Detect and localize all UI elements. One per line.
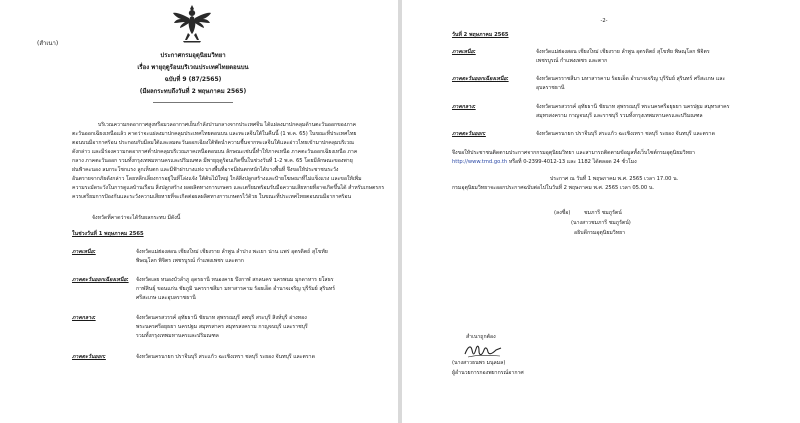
tmd-website-link[interactable]: http://www.tmd.go.th — [452, 159, 508, 165]
region-provinces: จังหวัดแม่ฮ่องสอน เชียงใหม่ เชียงราย ลำพูน ลำปาง พะเยา น่าน แพร่ อุตรดิตถ์ สุโขทัย — [136, 249, 328, 255]
followup-contact: หรือที่ 0-2399-4012-13 และ 1182 ได้ตลอด 24 ชั่วโมง — [507, 159, 637, 165]
body-line: ตะวันออกเฉียงเหนือแล้ว คาดว่าจะแผ่ลงมาปกคลุมประเทศไทยตอนบน และทะเลจีนใต้ในคืนนี้ (1 พ.ค. 65) ในขณะที่ประเทศไทย — [72, 131, 357, 137]
region-provinces: จังหวัดนครราชสีมา มหาสารคาม ร้อยเอ็ด อำนาจเจริญ บุรีรัมย์ สุรินทร์ ศรีสะเกษ และ — [536, 76, 726, 82]
region-provinces: กาฬสินธุ์ ขอนแก่น ชัยภูมิ นครราชสีมา มหาสารคาม ร้อยเอ็ด อำนาจเจริญ บุรีรัมย์ สุรินทร์ — [136, 286, 336, 292]
region-provinces: จังหวัดแม่ฮ่องสอน เชียงใหม่ เชียงราย ลำพูน อุตรดิตถ์ สุโขทัย พิษณุโลก พิจิตร — [536, 49, 710, 55]
announcement-issue: ฉบับที่ 9 (87/2565) — [164, 76, 222, 83]
signer-name: ชมภารี ชมภูรัตน์ — [584, 210, 622, 216]
region-provinces: จังหวัดเลย หนองบัวลำภู อุดรธานี หนองคาย บึงกาฬ สกลนคร นครพนม มุกดาหาร ยโสธร — [136, 277, 334, 283]
certified-copy-label: สำเนาถูกต้อง — [466, 334, 496, 340]
region-label: ภาคกลาง: — [452, 104, 476, 110]
region-label: ภาคเหนือ: — [72, 249, 96, 255]
next-issue-line: กรมอุตุนิยมวิทยาจะออกประกาศฉบับต่อไปในวันที่ 2 พฤษภาคม พ.ศ. 2565 เวลา 05.00 น. — [452, 185, 655, 191]
body-line: ดังกล่าว และมีร่องความกดอากาศต่ำปกคลุมบริเวณภาคเหนือตอนบน ลักษณะเช่นนี้ทำให้ภาคเหนือ ภาคตะวันออกเฉียงเหนือ ภาค — [72, 149, 358, 155]
region-label: ภาคตะวันออก: — [72, 354, 106, 360]
signer-fullname: (นางสาวชมภารี ชมภูรัตน์) — [571, 220, 631, 226]
body-line: ฝนฟ้าคะนอง ลมกระโชกแรง ลูกเห็บตก และมีฟ้าผ่าบางแห่ง บางพื้นที่อาจมีฝนตกหนักได้บางพื้นที่ จึงขอให้ประชาชนระวัง — [72, 167, 339, 173]
issued-line: ประกาศ ณ วันที่ 1 พฤษภาคม พ.ศ. 2565 เวลา 17.00 น. — [550, 176, 679, 182]
certifier-name: (นางสาวธนพร มนุลมล) — [452, 360, 506, 366]
title-divider — [153, 102, 233, 103]
copy-mark: (สำเนา) — [37, 40, 59, 47]
document-page-1 — [0, 0, 396, 423]
provinces-intro: จังหวัดที่คาดว่าจะได้รับผลกระทบ มีดังนี้ — [92, 215, 181, 221]
followup-line: จึงขอให้ประชาชนติดตามประกาศจากกรมอุตุนิยมวิทยา และสามารถติดตามข้อมูลทั้งเว็บไซต์กรมอุตุนิยมวิทยา — [452, 150, 695, 156]
region-provinces: จังหวัดนครนายก ปราจีนบุรี สระแก้ว ฉะเชิงเทรา ชลบุรี ระยอง จันทบุรี และตราด — [136, 354, 315, 360]
region-label: ภาคกลาง: — [72, 315, 96, 321]
region-provinces: จังหวัดนครสวรรค์ อุทัยธานี ชัยนาท สุพรรณบุรี ลพบุรี สระบุรี สิงห์บุรี อ่างทอง — [136, 315, 307, 321]
body-line: กลาง ภาคตะวันออก รวมทั้งกรุงเทพมหานครและปริมณฑล มีพายุฤดูร้อนเกิดขึ้นในช่วงวันที่ 1-2 พ.ค. 65 โดยมีลักษณะของพายุ — [72, 158, 353, 164]
region-label: ภาคเหนือ: — [452, 49, 476, 55]
region-label: ภาคตะวันออกเฉียงเหนือ: — [452, 76, 509, 82]
body-line: ควรเตรียมการป้องกันและระวังความเสียหายที่จะเกิดต่อผลผลิตทางการเกษตรไว้ด้วย ในขณะที่ประเทศไทยตอนบนมีอากาศร้อน — [72, 194, 352, 200]
body-line: ความระมัดระวังในการดูแลบ้านเรือน สิ่งปลูกสร้าง ผลผลิตทางการเกษตร และเตรียมพร้อมรับมือความเสียหายที่อาจเกิดขึ้นได้ สำหรับเกษตรกร — [72, 185, 385, 191]
garuda-emblem-icon — [171, 3, 213, 43]
region-provinces: สมุทรสงคราม กาญจนบุรี และราชบุรี รวมทั้งกรุงเทพมหานครและปริมณฑล — [536, 113, 703, 119]
region-provinces: เพชรบูรณ์ กำแพงเพชร และตาก — [536, 58, 608, 64]
page-number: -2- — [600, 18, 608, 24]
region-provinces: อุบลราชธานี — [536, 85, 565, 91]
body-line: ตอนบนมีอากาศร้อน ประกอบกับมีลมใต้และลมตะวันออกเฉียงใต้พัดนำความชื้นจากทะเลจีนใต้และอ่าวไทยเข้ามาปกคลุมบริเวณ — [72, 140, 354, 146]
region-label: ภาคตะวันออก: — [452, 131, 486, 137]
date-heading-day2: วันที่ 2 พฤษภาคม 2565 — [452, 32, 509, 38]
body-line: บริเวณความกดอากาศสูงหรือมวลอากาศเย็นกำลังปานกลางจากประเทศจีน ได้แผ่ลงมาปกคลุมด้านตะวันออกของภาค — [98, 122, 357, 128]
announcement-effective: (มีผลกระทบถึงวันที่ 2 พฤษภาคม 2565) — [139, 88, 247, 95]
announcement-subject: เรื่อง พายุฤดูร้อนบริเวณประเทศไทยตอนบน — [137, 64, 249, 71]
region-provinces: พระนครศรีอยุธยา นครปฐม สมุทรสาคร สมุทรสงคราม กาญจนบุรี และราชบุรี — [136, 324, 308, 330]
signer-title: อธิบดีกรมอุตุนิยมวิทยา — [574, 230, 626, 236]
region-label: ภาคตะวันออกเฉียงเหนือ: — [72, 277, 129, 283]
region-provinces: จังหวัดนครนายก ปราจีนบุรี สระแก้ว ฉะเชิงเทรา ชลบุรี ระยอง จันทบุรี และตราด — [536, 131, 715, 137]
document-page-2 — [404, 0, 800, 423]
certifier-title: ผู้อำนวยการกองพยากรณ์อากาศ — [452, 370, 524, 376]
date-heading-day1: ในช่วงวันที่ 1 พฤษภาคม 2565 — [72, 231, 144, 237]
region-provinces: พิษณุโลก พิจิตร เพชรบูรณ์ กำแพงเพชร และตาก — [136, 258, 244, 264]
page-divider — [398, 0, 402, 423]
signature-icon — [462, 342, 504, 360]
region-provinces: จังหวัดนครสวรรค์ อุทัยธานี ชัยนาท สุพรรณบุรี พระนครศรีอยุธยา นครปฐม สมุทรสาคร — [536, 104, 730, 110]
signed-mark: (ลงชื่อ) — [554, 210, 571, 216]
region-provinces: รวมทั้งกรุงเทพมหานครและปริมณฑล — [136, 333, 219, 339]
announcement-title: ประกาศกรมอุตุนิยมวิทยา — [160, 52, 226, 59]
body-line: อันตรายจากภัยดังกล่าว โดยหลีกเลี่ยงการอยู่ในที่โล่งแจ้ง ใต้ต้นไม้ใหญ่ ใกล้สิ่งปลูกสร้างและป้ายโฆษณาที่ไม่แข็งแรง และขอให้เพิ่ม — [72, 176, 362, 182]
followup-line-2 — [452, 159, 637, 166]
region-provinces: ศรีสะเกษ และอุบลราชธานี — [136, 295, 196, 301]
